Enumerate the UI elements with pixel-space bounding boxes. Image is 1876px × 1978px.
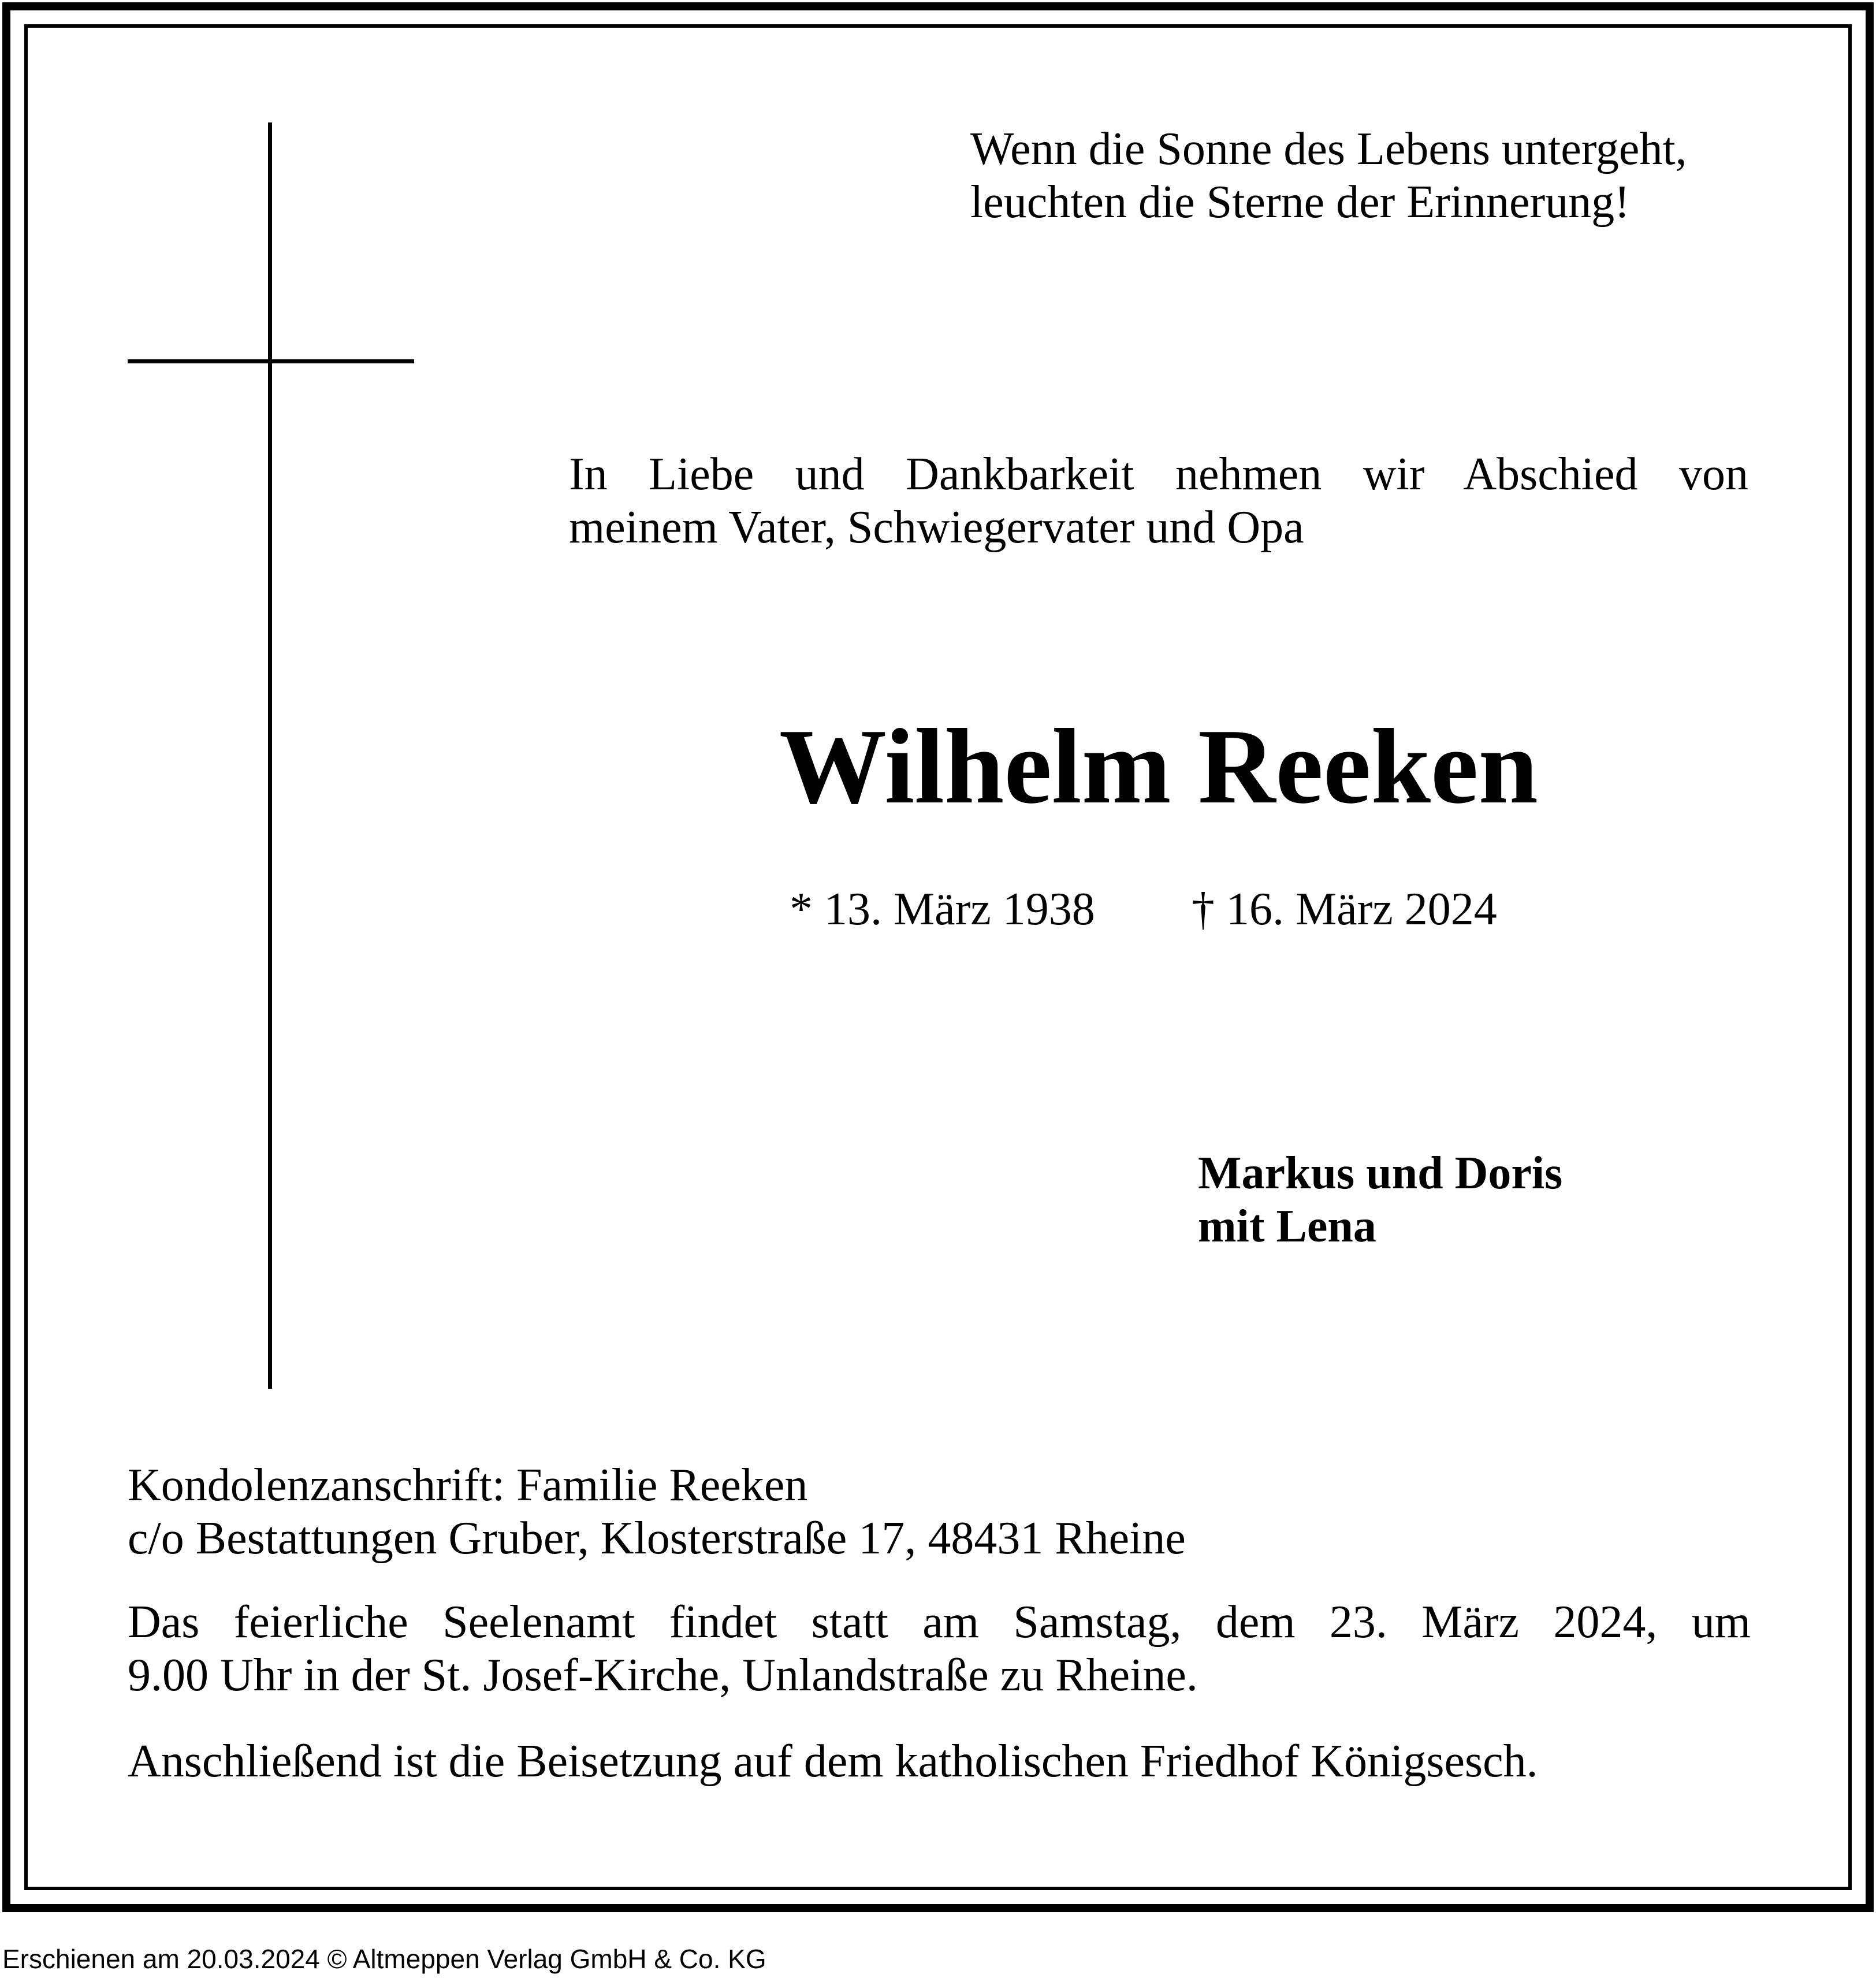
intro-line-2: meinem Vater, Schwiegervater und Opa bbox=[569, 502, 1304, 553]
mourners-signature bbox=[1198, 1147, 1718, 1253]
verse-line-2: leuchten die Sterne der Erinnerung! bbox=[970, 177, 1630, 228]
death-date: † 16. März 2024 bbox=[1192, 884, 1497, 935]
cross-vertical-bar bbox=[268, 122, 272, 1389]
farewell-intro bbox=[569, 448, 1748, 554]
memorial-verse bbox=[970, 122, 1750, 229]
signers-line-1: Markus und Doris bbox=[1198, 1148, 1563, 1199]
condolence-line-2: c/o Bestattungen Gruber, Klosterstraße 17, 48431 Rheine bbox=[128, 1513, 1186, 1564]
deceased-name: Wilhelm Reeken bbox=[779, 707, 1538, 826]
service-line-1: Das feierliche Seelenamt findet statt am Samstag, dem 23. März 2024, um bbox=[128, 1597, 1751, 1648]
service-line-2: 9.00 Uhr in der St. Josef-Kirche, Unlandstraße zu Rheine. bbox=[128, 1650, 1198, 1701]
publication-footer: Erschienen am 20.03.2024 © Altmeppen Verlag GmbH & Co. KG bbox=[2, 1944, 766, 1974]
funeral-service-info bbox=[128, 1596, 1751, 1702]
cross-horizontal-bar bbox=[128, 359, 414, 363]
condolence-address bbox=[128, 1459, 1751, 1565]
condolence-line-1: Kondolenzanschrift: Familie Reeken bbox=[128, 1460, 808, 1511]
intro-line-1: In Liebe und Dankbarkeit nehmen wir Abschied von bbox=[569, 449, 1748, 500]
burial-info: Anschließend ist die Beisetzung auf dem katholischen Friedhof Königsesch. bbox=[128, 1736, 1538, 1787]
birth-date: * 13. März 1938 bbox=[790, 884, 1095, 935]
signers-line-2: mit Lena bbox=[1198, 1201, 1376, 1252]
verse-line-1: Wenn die Sonne des Lebens untergeht, bbox=[970, 124, 1687, 174]
